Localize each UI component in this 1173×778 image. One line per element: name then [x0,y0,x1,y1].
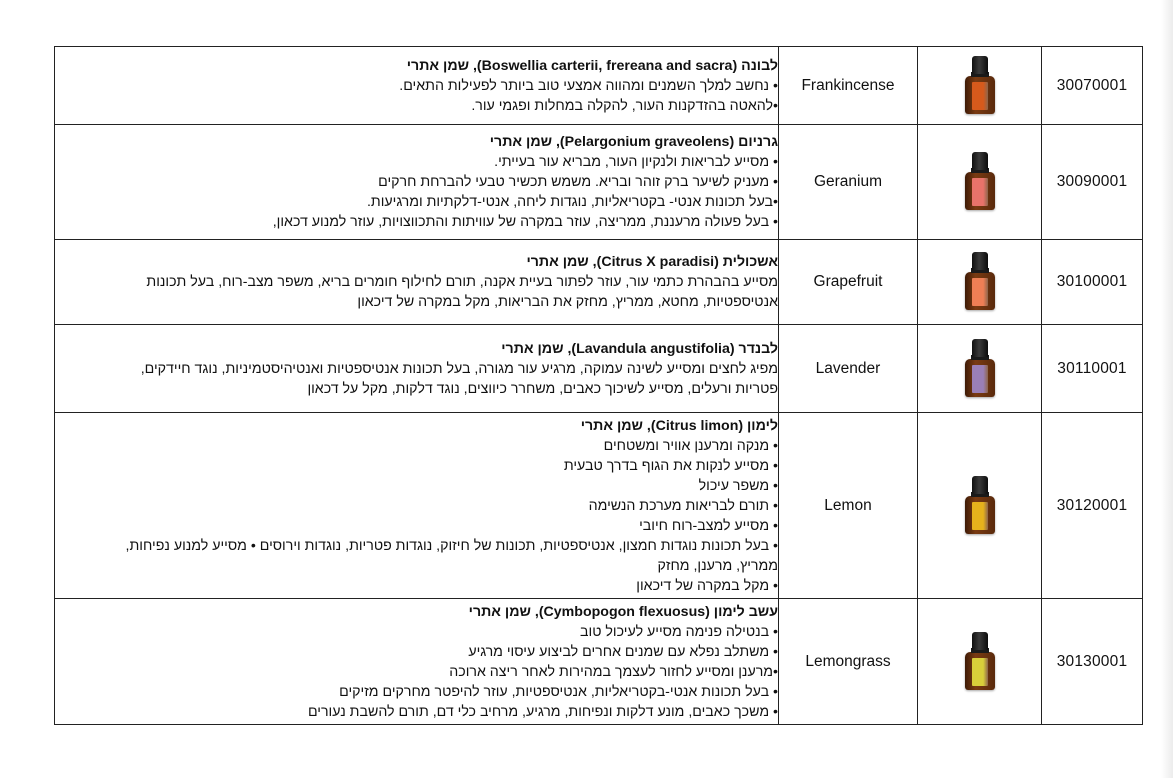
product-image-cell [918,413,1042,599]
description-line: מפיג לחצים ומסייע לשינה עמוקה, מרגיע עור מגורה, בעל תכונות אנטיספטיות ואנטיהיסטמיניות, נוגד חיידקים, [140,360,778,377]
description-line: מסייע בהבהרת כתמי עור, עוזר לפתור בעיית אקנה, תורם לחילוף חומרים בריא, משפר מצב-רוח, בעל תכונות [146,274,778,290]
description-line: • מסייע לנקות את הגוף בדרך טבעית [563,457,778,474]
bottle-cap [972,339,988,357]
essential-oils-table [54,46,1143,725]
description-cell [55,125,779,240]
oil-bottle-icon [963,476,997,536]
product-title: גרניום (Pelargonium graveolens), שמן אתרי [489,134,778,150]
description-line: • מסייע למצב-רוח חיובי [639,517,778,534]
description-line: •להאטה בהזדקנות העור, להקלה במחלות ופגמי עור. [471,97,778,114]
description-line: •בעל תכונות אנטי- בקטריאליות, נוגדות ליחה, אנטי-דלקתיות ומרגיעות. [366,194,778,210]
product-title: לבנדר (Lavandula angustifolia), שמן אתרי [501,340,778,357]
product-row [55,325,1143,413]
description-line: • בעל פעולה מרעננת, ממריצה, עוזר במקרה של עוויתות והתכווצויות, עוזר למנוע דכאון, [272,214,778,230]
description-line: • מקל במקרה של דיכאון [636,577,778,594]
description-line: אנטיספטיות, מחטא, ממריץ, מחזק את הבריאות, מקל במקרה של דיכאון [357,294,778,310]
bottle-cap [972,152,988,170]
product-code: 30100001 [1042,240,1143,325]
description-line: • מעניק לשיער ברק זוהר ובריא. משמש תכשיר טבעי להברחת חרקים [378,174,778,190]
description-line: • משתלב נפלא עם שמנים אחרים לביצוע עיסוי מרגיע [468,643,778,660]
description-line: • משפר עיכול [698,477,778,494]
product-image-cell [918,325,1042,413]
product-name: Lemongrass [779,599,918,725]
bottle-label [972,82,988,110]
oil-bottle-icon [963,252,997,312]
page-edge-shadow [1161,0,1173,778]
product-row [55,413,1143,599]
description-line: • בנטילה פנימה מסייע לעיכול טוב [580,623,778,640]
bottle-cap [972,252,988,270]
description-line: • בעל תכונות נוגדות חמצון, אנטיספטיות, תכונות של חיזוק, נוגדות פטריות, נוגדות וירוסים • מסייע למנוע נפיחות, [125,537,778,554]
product-title: לימון (Citrus limon), שמן אתרי [580,417,778,434]
product-image-cell [918,125,1042,240]
product-code: 30090001 [1042,125,1143,240]
product-title: אשכולית (Citrus X paradisi), שמן אתרי [526,254,778,270]
bottle-cap [972,632,988,650]
product-code: 30120001 [1042,413,1143,599]
product-name: Lavender [779,325,918,413]
bottle-label [972,178,988,206]
product-code: 30070001 [1042,47,1143,125]
description-line: • מנקה ומרענן אוויר ומשטחים [603,437,778,454]
oil-bottle-icon [963,339,997,399]
product-name: Lemon [779,413,918,599]
description-line: • משכך כאבים, מונע דלקות ונפיחות, מרגיע, מרחיב כלי דם, תורם להשבת נעורים [307,703,778,720]
product-title: עשב לימון (Cymbopogon flexuosus), שמן אתרי [468,603,778,620]
description-line: • תורם לבריאות מערכת הנשימה [588,497,778,514]
bottle-label [972,278,988,306]
product-row [55,599,1143,725]
bottle-label [972,502,988,530]
product-name: Geranium [779,125,918,240]
product-title: לבונה (Boswellia carterii, frereana and sacra), שמן אתרי [406,57,778,74]
oil-bottle-icon [963,152,997,212]
description-line: ממריץ, מרענן, מחזק [657,557,778,574]
table-body [55,47,1143,725]
description-cell [55,325,779,413]
oil-bottle-icon [963,56,997,116]
description-cell [55,47,779,125]
description-cell [55,240,779,325]
bottle-label [972,365,988,393]
description-line: • בעל תכונות אנטי-בקטריאליות, אנטיספטיות, עוזר להיפטר מחרקים מזיקים [339,683,778,700]
product-image-cell [918,240,1042,325]
product-code: 30110001 [1042,325,1143,413]
product-code: 30130001 [1042,599,1143,725]
description-cell [55,599,779,725]
product-image-cell [918,47,1042,125]
bottle-cap [972,476,988,494]
description-line: •מרענן ומסייע לחזור לעצמך במהירות לאחר ריצה ארוכה [449,663,778,680]
product-image-cell [918,599,1042,725]
oil-bottle-icon [963,632,997,692]
product-row [55,47,1143,125]
bottle-label [972,658,988,686]
product-name: Frankincense [779,47,918,125]
description-cell [55,413,779,599]
product-row [55,125,1143,240]
bottle-cap [972,56,988,74]
product-name: Grapefruit [779,240,918,325]
product-row [55,240,1143,325]
description-line: פטריות ורעלים, מסייע לשיכוך כאבים, משחרר כיווצים, נוגד דלקות, מקל על דכאון [307,380,778,397]
description-line: • נחשב למלך השמנים ומהווה אמצעי טוב ביותר לפעילות התאים. [399,77,778,94]
description-line: • מסייע לבריאות ולנקיון העור, מבריא עור בעייתי. [494,154,778,170]
